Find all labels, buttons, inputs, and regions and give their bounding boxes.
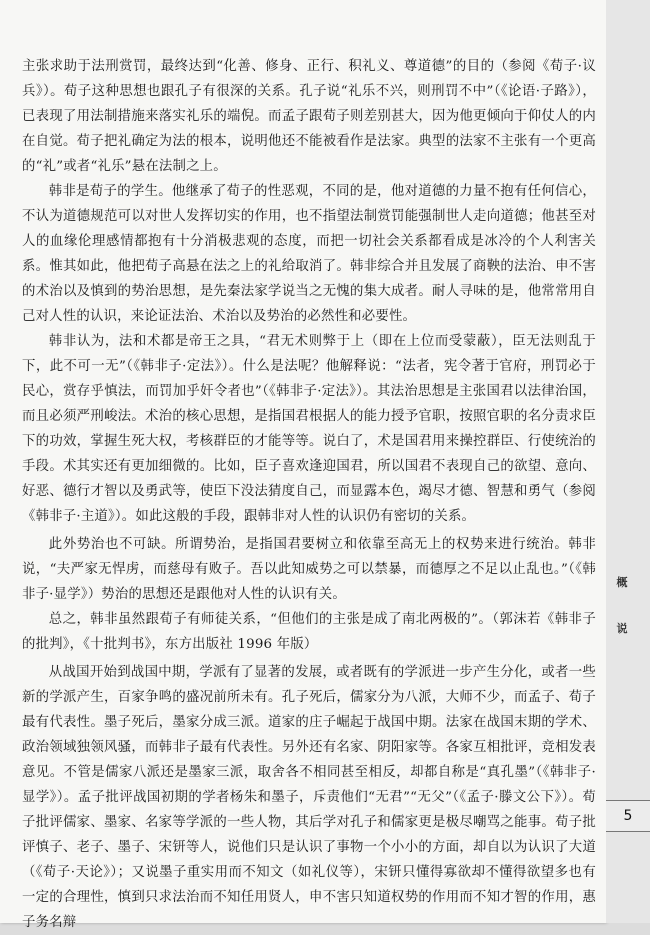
paragraph: 韩非是荀子的学生。他继承了荀子的性恶观，不同的是，他对道德的力量不抱有任何信心，不认为道德规范可以对世人发挥切实的作用，也不指望法制赏罚能强制世人走向道德；他甚至对人的血缘伦理感情都抱有十分消极悲观的态度，而把一切社会关系都看成是冰冷的个人利害关系。惟其如此，他把荀子高悬在法之上的礼给取消了。韩非综合并且发展了商鞅的法治、申不害的术治以及慎到的势治思想，是先秦法家学说当之无愧的集大成者。耐人寻味的是，他常常用自己对人性的认识，来论证法治、术治以及势治的必然性和必要性。 <box>22 184 596 324</box>
page-number: 5 <box>606 800 650 832</box>
running-side-label <box>615 575 629 667</box>
paragraph: 主张求助于法刑赏罚，最终达到“化善、修身、正行、积礼义、尊道德”的目的（参阅《荀子·议兵》）。荀子这种思想也跟孔子有很深的关系。孔子说“礼乐不兴，则刑罚不中”（《论语·子路》），已表现了用法制措施来落实礼乐的端倪。而孟子跟荀子则差别甚大，因为他更倾向于仰仗人的内在自觉。荀子把礼确定为法的根本，说明他还不能被看作是法家。典型的法家不主张有一个更高的“礼”或者“礼乐”悬在法制之上。 <box>22 59 596 174</box>
side-label-char: 概 <box>616 576 628 589</box>
side-label-char: 说 <box>616 622 628 635</box>
paragraph: 总之，韩非虽然跟荀子有师徒关系，“但他们的主张是成了南北两极的”。（郭沫若《韩非子的批判》，《十批判书》，东方出版社 1996 年版） <box>22 612 596 652</box>
paragraph: 从战国开始到战国中期，学派有了显著的发展，或者既有的学派进一步产生分化，或者一些新的学派产生，百家争鸣的盛况前所未有。孔子死后，儒家分为八派，大师不少，而孟子、荀子最有代表性。墨子死后，墨家分成三派。道家的庄子崛起于战国中期。法家在战国末期的学术、政治领域独领风骚，而韩非子最有代表性。另外还有名家、阴阳家等。各家互相批评，竞相发表意见。不管是儒家八派还是墨家三派，取舍各不相同甚至相反，却都自称是“真孔墨”（《韩非子·显学》）。孟子批评战国初期的学者杨朱和墨子，斥责他们“无君”“无父”（《孟子·滕文公下》）。荀子批评儒家、墨家、名家等学派的一些人物，其后学对孔子和儒家更是极尽嘲骂之能事。荀子批评慎子、老子、墨子、宋钘等人，说他们只是认识了事物一个小小的方面，却自以为认识了大道（《荀子·天论》）；又说墨子重实用而不知文（如礼仪等），宋钘只懂得寡欲却不懂得欲望多也有一定的合理性，慎到只求法治而不知任用贤人，申不害只知道权势的作用而不知才智的作用，惠子务名辩 <box>22 665 596 930</box>
page-margin <box>606 0 650 923</box>
paragraph: 韩非认为，法和术都是帝王之具，“君无术则弊于上（即在上位而受蒙蔽），臣无法则乱于下，此不可一无”（《韩非子·定法》）。什么是法呢？他解释说：“法者，宪令著于官府，刑罚必于民心，赏存乎慎法，而罚加乎奸令者也”（《韩非子·定法》）。其法治思想是主张国君以法律治国，而且必须严刑峻法。术治的核心思想，是指国君根据人的能力授予官职，按照官职的名分责求臣下的功效，掌握生死大权，考核群臣的才能等等。说白了，术是国君用来操控群臣、行使统治的手段。术其实还有更加细微的。比如，臣子喜欢逢迎国君，所以国君不表现自己的欲望、意向、好恶、德行才智以及勇武等，使臣下没法猜度自己，而显露本色，竭尽才德、智慧和勇气（参阅《韩非子·主道》）。如此这般的手段，跟韩非对人性的认识仍有密切的关系。 <box>22 334 596 524</box>
paragraph: 此外势治也不可缺。所谓势治，是指国君要树立和依靠至高无上的权势来进行统治。韩非说，“夫严家无悍虏，而慈母有败子。吾以此知威势之可以禁暴，而德厚之不足以止乱也。”（《韩非子·显学》）势治的思想还是跟他对人性的认识有关。 <box>22 537 596 602</box>
body-text <box>22 54 596 935</box>
